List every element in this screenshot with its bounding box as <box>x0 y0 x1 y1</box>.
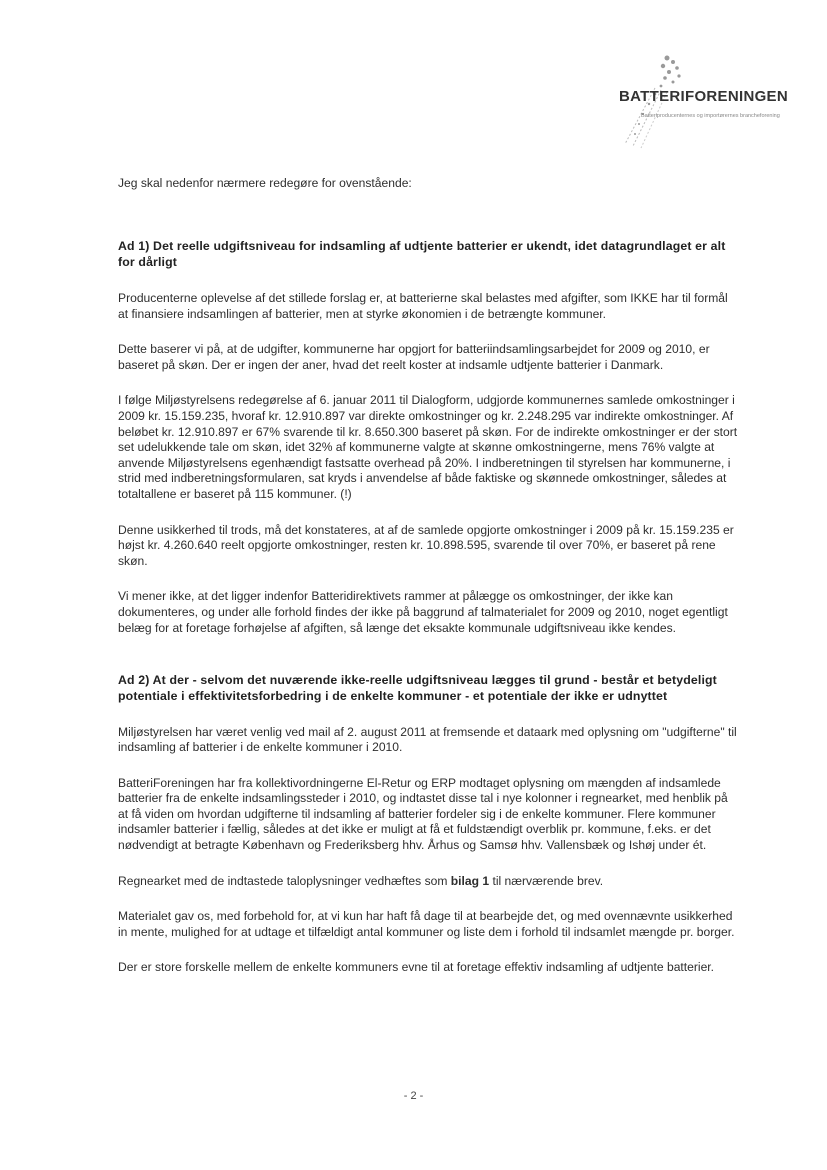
section1-paragraph: Denne usikkerhed til trods, må det konstateres, at af de samlede opgjorte omkostninger i 2009 på kr. 15.159.235 er højst kr. 4.260.640 reelt opgjorte omkostninger, resten kr. 10.898.595, svarende til over 70%, er baseret på rene skøn. <box>118 522 734 568</box>
letterhead-tagline: Batteriproducenternes og importørernes brancheforening <box>641 113 780 119</box>
page-number: - 2 - <box>403 1090 424 1102</box>
attachment-note <box>118 874 738 890</box>
attachment-label: bilag 1 <box>450 873 490 888</box>
attachment-text-end: til nærværende brev. <box>489 873 604 888</box>
attachment-text: Regnearket med de indtastede taloplysninger vedhæftes som <box>118 873 451 888</box>
section1-heading: Ad 1) Det reelle udgiftsniveau for indsamling af udtjente batterier er ukendt, idet datagrundlaget er alt for dårligt <box>118 238 726 269</box>
section1-paragraph: Producenterne oplevelse af det stillede forslag er, at batterierne skal belastes med afgifter, som IKKE har til formål at finansiere indsamlingen af batterier, men at styrke økonomien i de betrængte kommuner. <box>118 291 728 321</box>
letterhead-name: BATTERIFORENINGEN <box>619 88 788 105</box>
section1-paragraph: I følge Miljøstyrelsens redegørelse af 6. januar 2011 til Dialogform, udgjorde kommunernes samlede omkostninger i 2009 kr. 15.159.235, hvoraf kr. 12.910.897 var direkte omkostninger og kr. 2.248.295 var indirekte omkostninger. Af beløbet kr. 12.910.897 er 67% svarende til kr. 8.650.300 baseret på skøn. For de indirekte omkostninger er der stort set udelukkende tale om skøn, idet 32% af kommunerne valgte at skønne omkostningerne, mens 76% valgte at anvende Miljøstyrelsens egenhændigt fastsatte overhead på 20%. I indberetningen til styrelsen har kommunerne, i strid med indberetningsformularen, sat kryds i anvendelse af både faktiske og skønnede omkostninger, således at totaltallene er baseret på 115 kommuner. (!) <box>118 393 738 501</box>
section1-paragraph: Dette baserer vi på, at de udgifter, kommunerne har opgjort for batteriindsamlingsarbejdet for 2009 og 2010, er baseret på skøn. Der er ingen der aner, hvad det reelt koster at indsamle udtjente batterier i Danmark. <box>118 342 710 372</box>
section2-paragraph: Der er store forskelle mellem de enkelte kommuners evne til at foretage effektiv indsamling af udtjente batterier. <box>118 960 715 975</box>
section2-paragraph: BatteriForeningen har fra kollektivordningerne El-Retur og ERP modtaget oplysning om mængden af indsamlede batterier fra de enkelte indsamlingssteder i 2010, og indtastet disse tal i nye kolonner i regnearket, med henblik på at få viden om hvordan udgifterne til indsamling af batterier fordeler sig i de enkelte kommuner. Flere kommuner indsamler batterier i fællig, således at det ikke er muligt at få et fuldstændigt overblik pr. kommune, f.eks. er det nødvendigt at betragte København og Frederiksberg hhv. Århus og Samsø hhv. Vallensbæk og Ishøj under ét. <box>118 775 728 853</box>
section2-paragraph: Miljøstyrelsen har været venlig ved mail af 2. august 2011 at fremsende et dataark med oplysning om "udgifterne" til indsamling af batterier i de enkelte kommuner i 2010. <box>118 724 737 755</box>
section2-heading: Ad 2) At der - selvom det nuværende ikke-reelle udgiftsniveau lægges til grund - består et betydeligt potentiale i effektivitetsforbedring i de enkelte kommuner - et potentiale der ikke er udnyttet <box>118 673 717 704</box>
intro-text: Jeg skal nedenfor nærmere redegøre for ovenstående: <box>118 176 412 190</box>
section2-paragraph: Materialet gav os, med forbehold for, at vi kun har haft få dage til at bearbejde det, og med ovennævnte usikkerhed in mente, mulighed for at udtage et tilfældigt antal kommuner og liste dem i forhold til indsamlet mængde pr. borger. <box>118 909 735 939</box>
letterhead-logo <box>605 48 805 158</box>
section1-paragraph: Vi mener ikke, at det ligger indenfor Batteridirektivets rammer at pålægge os omkostninger, der ikke kan dokumenteres, og under alle forhold findes der ikke på baggrund af talmaterialet for 2009 og 2010, noget egentligt belæg for at foretage forhøjelse af afgiften, så længe det eksakte kommunale udgiftsniveau ikke kendes. <box>118 589 728 635</box>
letter-body <box>118 176 738 976</box>
